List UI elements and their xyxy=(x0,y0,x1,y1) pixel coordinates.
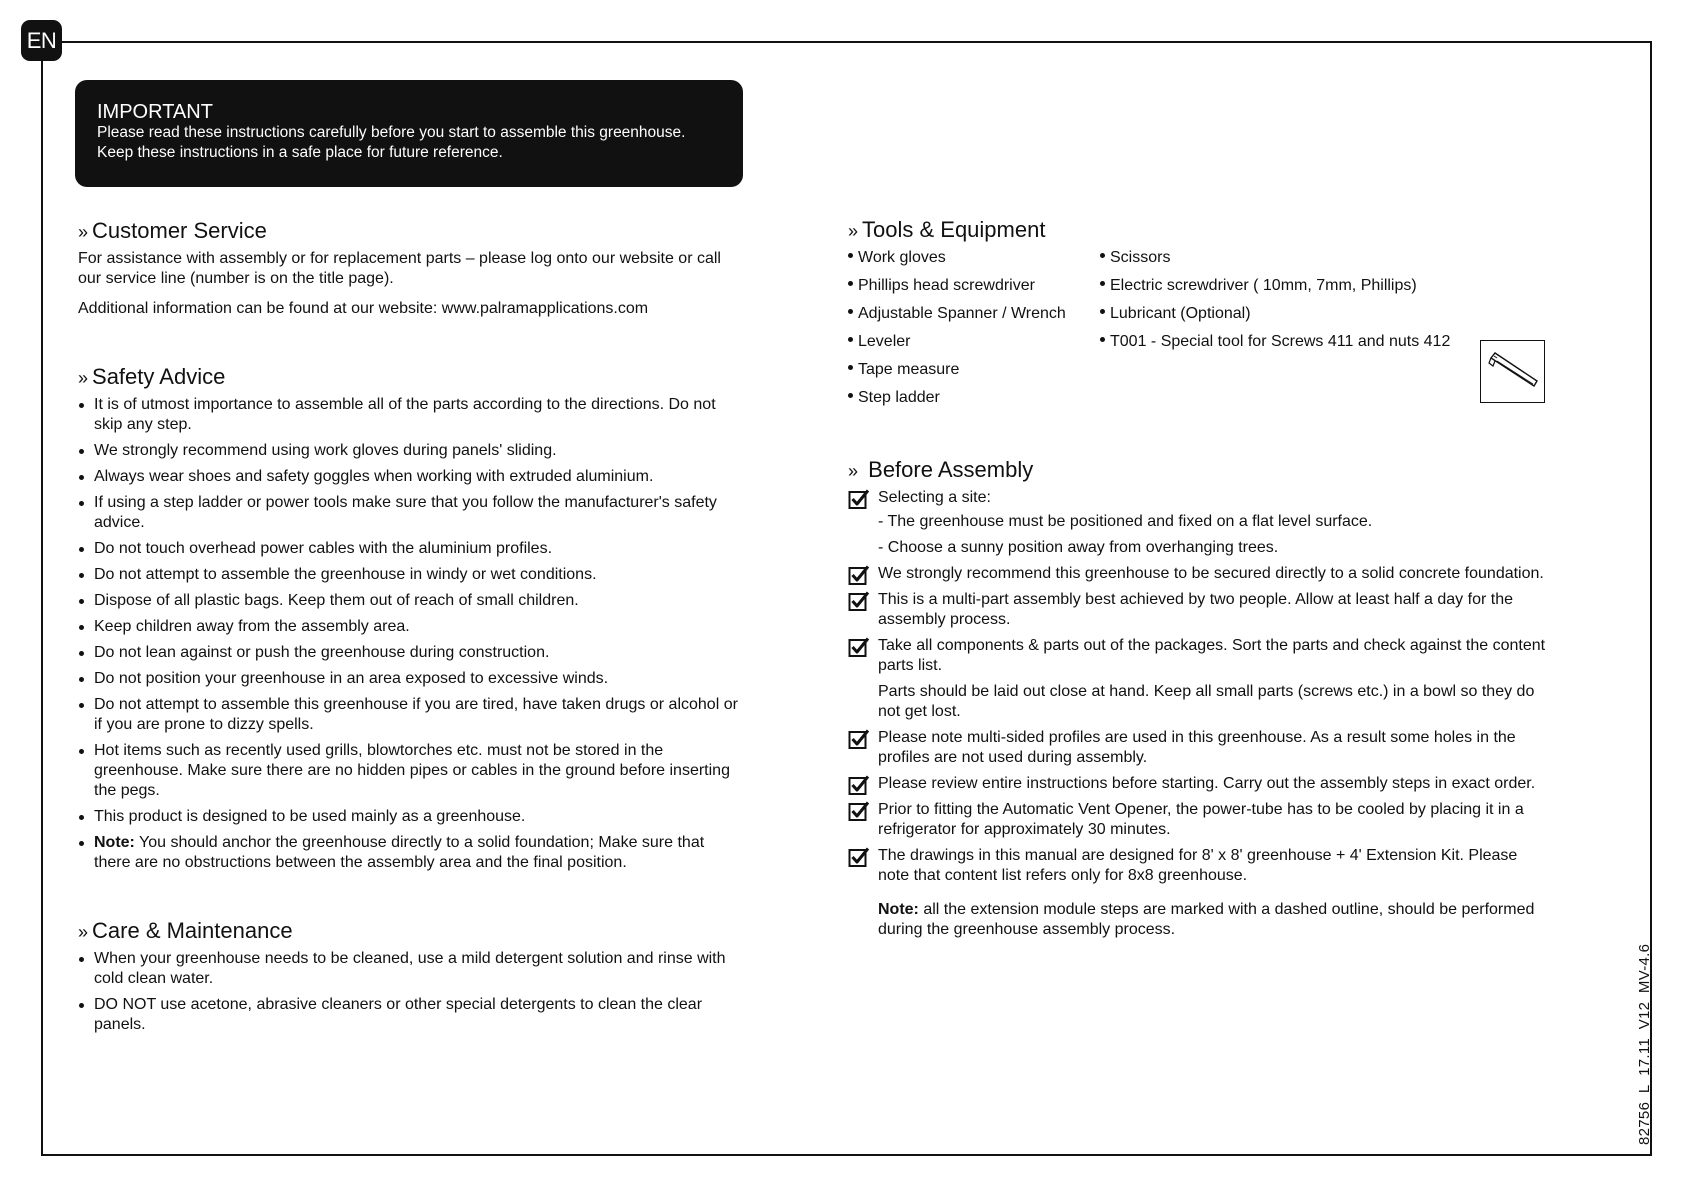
tools-column-1 xyxy=(848,248,1066,416)
care-item: DO NOT use acetone, abrasive cleaners or other special detergents to clean the clear panels. xyxy=(78,995,738,1035)
tool-item: Lubricant (Optional) xyxy=(1100,304,1450,332)
tools-title: Tools & Equipment xyxy=(862,217,1046,242)
important-title: IMPORTANT xyxy=(97,101,213,123)
safety-item: Keep children away from the assembly area. xyxy=(78,617,738,637)
bullet-icon xyxy=(848,281,853,286)
safety-list xyxy=(78,395,738,873)
tools-heading xyxy=(848,217,1548,244)
tools-grid xyxy=(848,248,1548,418)
bullet-icon xyxy=(79,841,84,846)
care-item: When your greenhouse needs to be cleaned, use a mild detergent solution and rinse with cold clean water. xyxy=(78,949,738,989)
safety-item: Do not attempt to assemble the greenhouse in windy or wet conditions. xyxy=(78,565,738,585)
checkbox-checked-icon xyxy=(848,636,870,658)
before-item: Prior to fitting the Automatic Vent Opener, the power-tube has to be cooled by placing it in a refrigerator for approximately 30 minutes. xyxy=(848,800,1548,840)
bullet-icon xyxy=(79,815,84,820)
before-note: Note: all the extension module steps are marked with a dashed outline, should be performed during the greenhouse assembly process. xyxy=(878,901,1535,938)
t001-tool-icon xyxy=(1481,341,1543,401)
bullet-icon xyxy=(79,957,84,962)
customer-service-website: Additional information can be found at our website: www.palramapplications.com xyxy=(78,300,649,317)
bullet-icon xyxy=(848,253,853,258)
safety-item: Dispose of all plastic bags. Keep them out of reach of small children. xyxy=(78,591,738,611)
before-item: Please review entire instructions before starting. Carry out the assembly steps in exact order. xyxy=(848,774,1548,794)
bullet-icon xyxy=(848,365,853,370)
bullet-icon xyxy=(79,403,84,408)
chevron-icon: » xyxy=(848,461,859,481)
tool-item: Electric screwdriver ( 10mm, 7mm, Phillips) xyxy=(1100,276,1450,304)
parts-note: Parts should be laid out close at hand. Keep all small parts (screws etc.) in a bowl so they do not get lost. xyxy=(878,683,1535,720)
safety-title: Safety Advice xyxy=(92,364,226,389)
bullet-icon xyxy=(848,393,853,398)
important-line-1: Please read these instructions carefully before you start to assemble this greenhouse. xyxy=(97,124,686,141)
before-assembly-title: Before Assembly xyxy=(868,457,1034,482)
before-item: We strongly recommend this greenhouse to be secured directly to a solid concrete foundation. xyxy=(848,564,1548,584)
safety-item: Do not lean against or push the greenhouse during construction. xyxy=(78,643,738,663)
before-item-site: Selecting a site: xyxy=(848,488,1548,508)
bullet-icon xyxy=(848,337,853,342)
before-assembly-section xyxy=(848,457,1548,946)
safety-item: Do not position your greenhouse in an area exposed to excessive winds. xyxy=(78,669,738,689)
tool-item: Work gloves xyxy=(848,248,1066,276)
checkbox-checked-icon xyxy=(848,590,870,612)
customer-service-heading xyxy=(78,218,738,245)
tool-item: Scissors xyxy=(1100,248,1450,276)
bullet-icon xyxy=(79,475,84,480)
bullet-icon xyxy=(1100,253,1105,258)
checkbox-checked-icon xyxy=(848,800,870,822)
tool-item: Step ladder xyxy=(848,388,1066,416)
bullet-icon xyxy=(79,651,84,656)
safety-item: It is of utmost importance to assemble all of the parts according to the directions. Do not skip any step. xyxy=(78,395,738,435)
checkbox-checked-icon xyxy=(848,846,870,868)
bullet-icon xyxy=(79,547,84,552)
tools-section xyxy=(848,217,1548,418)
care-heading xyxy=(78,918,738,945)
important-notice xyxy=(75,80,743,187)
care-list xyxy=(78,949,738,1035)
before-assembly-heading xyxy=(848,457,1548,484)
bullet-icon xyxy=(1100,309,1105,314)
tool-item: Phillips head screwdriver xyxy=(848,276,1066,304)
bullet-icon xyxy=(1100,281,1105,286)
tool-item: Adjustable Spanner / Wrench xyxy=(848,304,1066,332)
before-item: The drawings in this manual are designed for 8' x 8' greenhouse + 4' Extension Kit. Please note that content list refers only for 8x8 greenhouse. xyxy=(848,846,1548,886)
chevron-icon: » xyxy=(78,922,89,942)
bullet-icon xyxy=(848,309,853,314)
before-item: Please note multi-sided profiles are used in this greenhouse. As a result some holes in the profiles are not used during assembly. xyxy=(848,728,1548,768)
customer-service-title: Customer Service xyxy=(92,218,267,243)
site-sub-item: - Choose a sunny position away from overhanging trees. xyxy=(878,539,1279,556)
tool-item: Leveler xyxy=(848,332,1066,360)
checkbox-checked-icon xyxy=(848,774,870,796)
bullet-icon xyxy=(79,501,84,506)
safety-item: Hot items such as recently used grills, blowtorches etc. must not be stored in the greenhouse. Make sure there are no hidden pipes or cables in the ground before inserting the pegs. xyxy=(78,741,738,801)
bullet-icon xyxy=(79,749,84,754)
safety-item: We strongly recommend using work gloves during panels' sliding. xyxy=(78,441,738,461)
safety-heading xyxy=(78,364,738,391)
customer-service-section xyxy=(78,218,738,329)
safety-item: This product is designed to be used mainly as a greenhouse. xyxy=(78,807,738,827)
tools-column-2 xyxy=(1100,248,1450,360)
language-tab: EN xyxy=(21,20,62,61)
bullet-icon xyxy=(79,703,84,708)
tool-item: T001 - Special tool for Screws 411 and nuts 412 xyxy=(1100,332,1450,360)
safety-item: If using a step ladder or power tools make sure that you follow the manufacturer's safety advice. xyxy=(78,493,738,533)
bullet-icon xyxy=(1100,337,1105,342)
special-tool-illustration xyxy=(1480,340,1545,403)
checkbox-checked-icon xyxy=(848,728,870,750)
bullet-icon xyxy=(79,677,84,682)
chevron-icon: » xyxy=(78,368,89,388)
bullet-icon xyxy=(79,599,84,604)
chevron-icon: » xyxy=(78,222,89,242)
before-item: This is a multi-part assembly best achieved by two people. Allow at least half a day for the assembly process. xyxy=(848,590,1548,630)
bullet-icon xyxy=(79,625,84,630)
tool-item: Tape measure xyxy=(848,360,1066,388)
checkbox-checked-icon xyxy=(848,564,870,586)
checkbox-checked-icon xyxy=(848,488,870,510)
document-code: 82756_L_17.11_V12_MV-4.6 xyxy=(1636,943,1653,1145)
safety-item: Do not touch overhead power cables with the aluminium profiles. xyxy=(78,539,738,559)
safety-item: Always wear shoes and safety goggles when working with extruded aluminium. xyxy=(78,467,738,487)
safety-section xyxy=(78,364,738,879)
bullet-icon xyxy=(79,573,84,578)
before-item: Take all components & parts out of the packages. Sort the parts and check against the content parts list. xyxy=(848,636,1548,676)
before-assembly-list xyxy=(848,488,1548,940)
bullet-icon xyxy=(79,449,84,454)
bullet-icon xyxy=(79,1003,84,1008)
safety-item: Do not attempt to assemble this greenhouse if you are tired, have taken drugs or alcohol or if you are prone to dizzy spells. xyxy=(78,695,738,735)
chevron-icon: » xyxy=(848,221,859,241)
customer-service-text: For assistance with assembly or for replacement parts – please log onto our website or call our service line (number is on the title page). xyxy=(78,250,721,287)
site-sub-item: - The greenhouse must be positioned and fixed on a flat level surface. xyxy=(878,513,1373,530)
care-section xyxy=(78,918,738,1041)
safety-note: Note: You should anchor the greenhouse directly to a solid foundation; Make sure that there are no obstructions between the assembly area and the final position. xyxy=(78,833,738,873)
important-line-2: Keep these instructions in a safe place for future reference. xyxy=(97,144,503,161)
care-title: Care & Maintenance xyxy=(92,918,293,943)
